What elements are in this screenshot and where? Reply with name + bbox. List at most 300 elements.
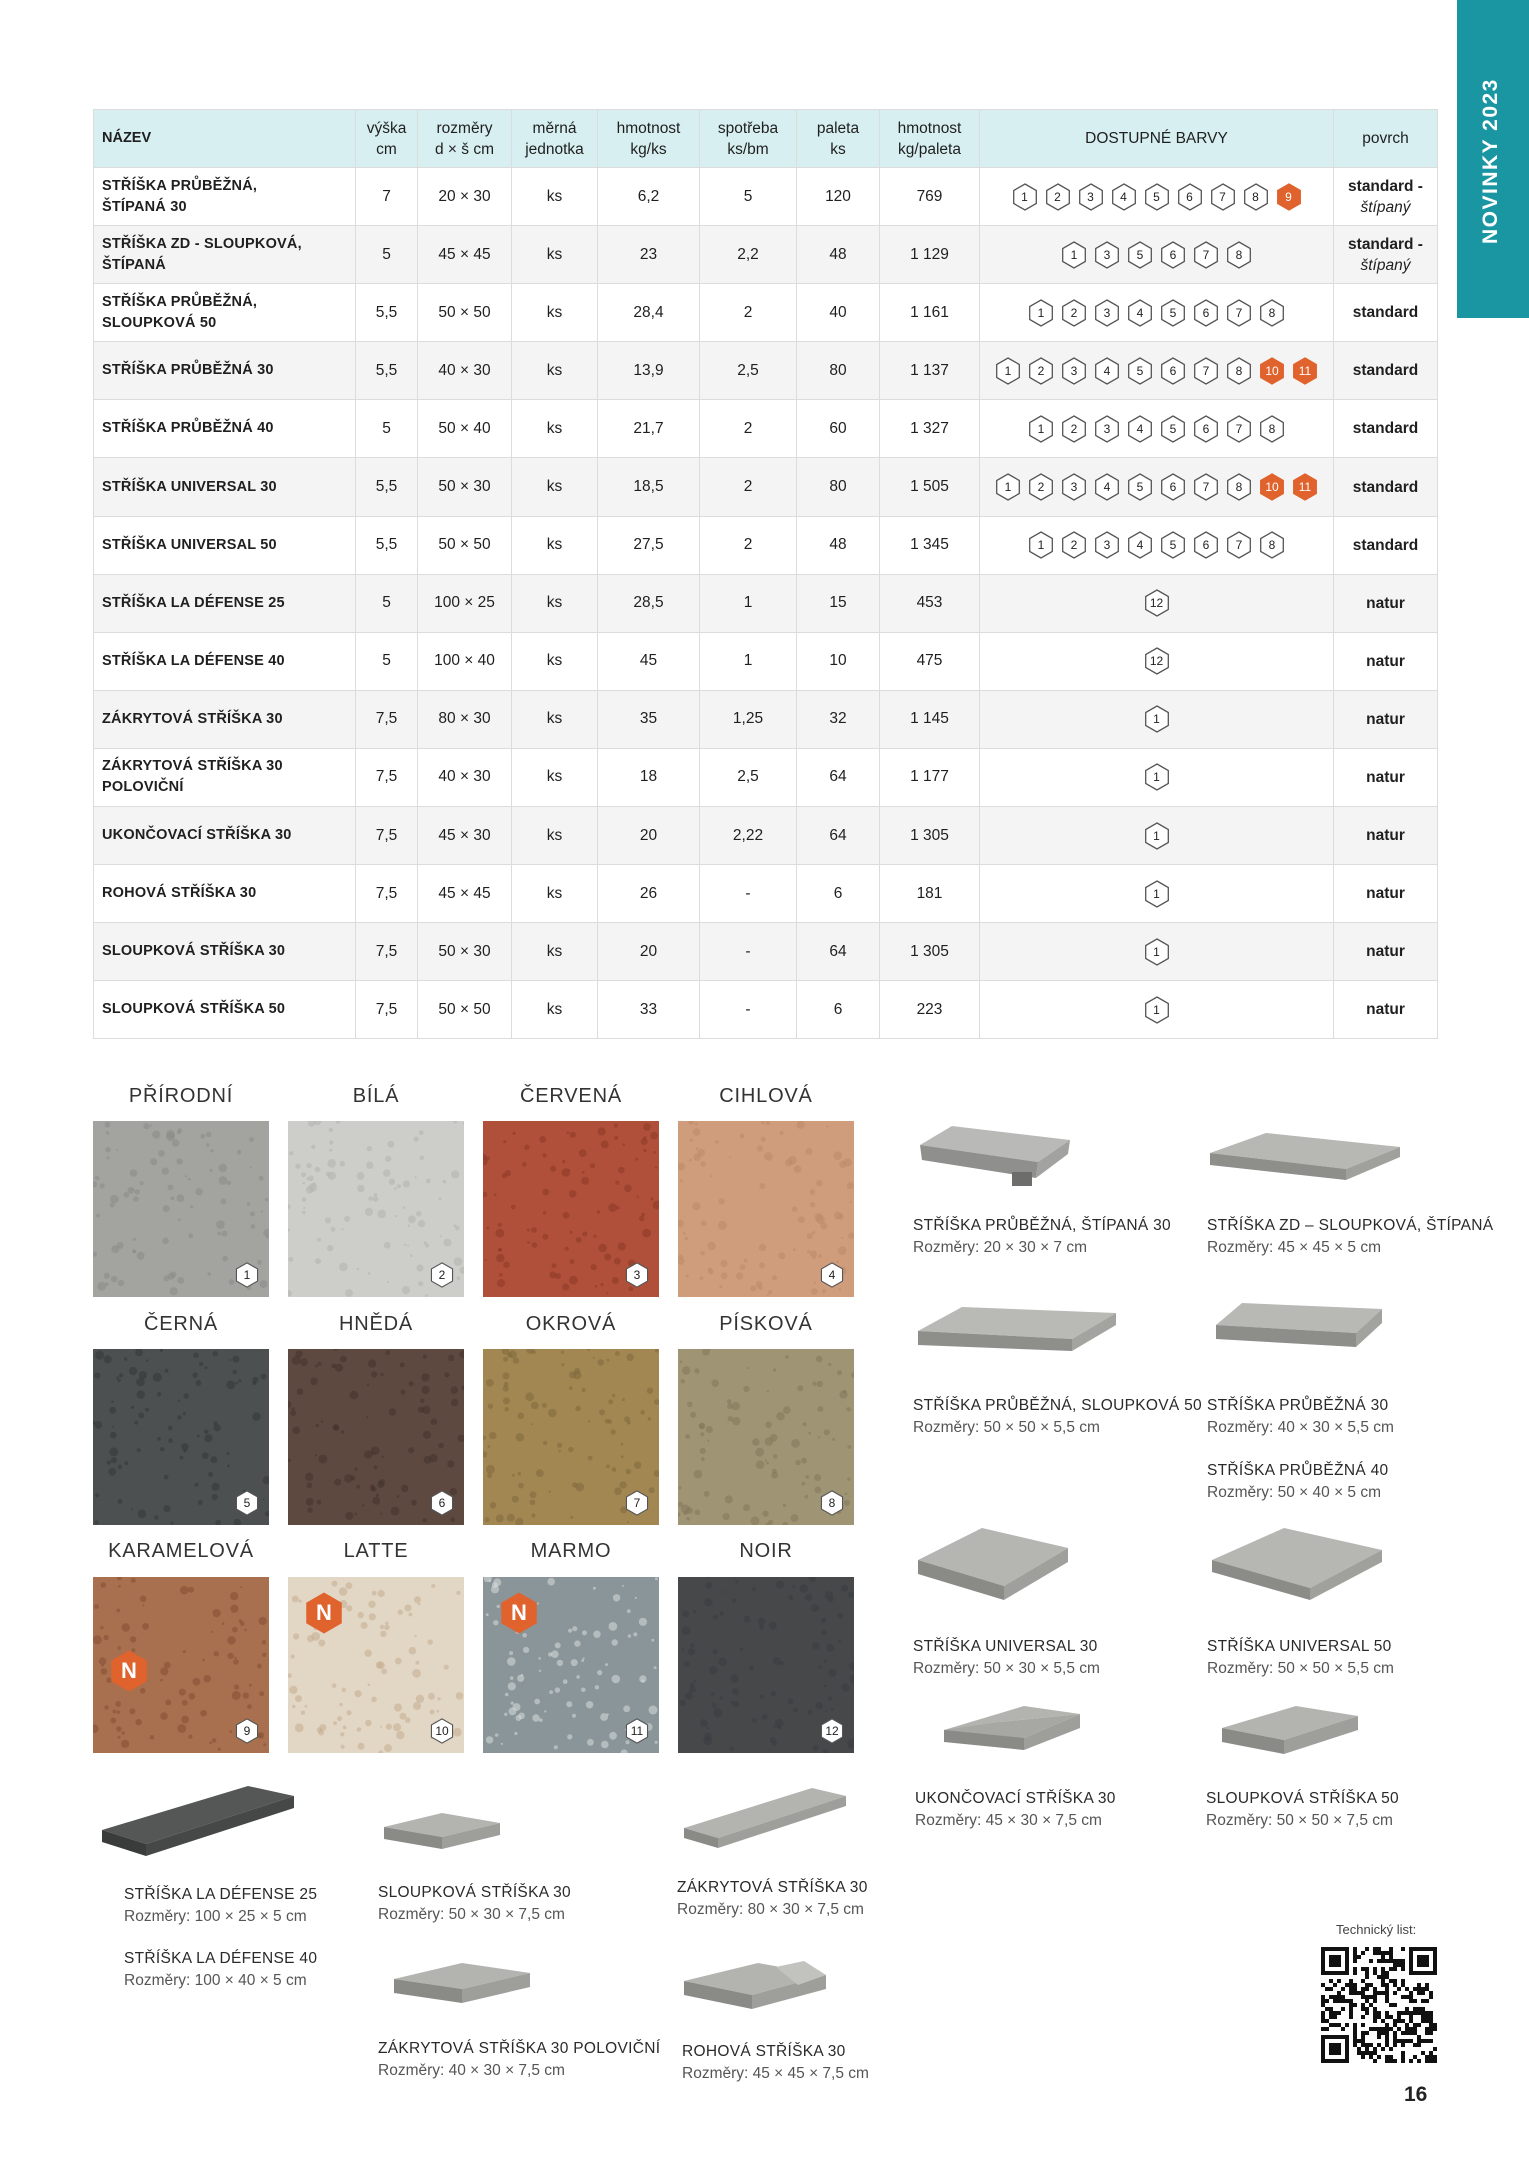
row-colors — [980, 400, 1334, 458]
row-surface: standard — [1334, 516, 1438, 574]
color-code-badge: 3 — [1092, 240, 1122, 270]
new-badge: N — [107, 1649, 151, 1693]
row-weight: 13,9 — [598, 342, 700, 400]
row-colors — [980, 865, 1334, 923]
row-weight: 20 — [598, 923, 700, 981]
color-code-badge: 8 — [1257, 298, 1287, 328]
color-code-badge: 3 — [1059, 356, 1089, 386]
row-colors — [980, 226, 1334, 284]
color-code-badge: 5 — [1125, 472, 1155, 502]
color-code-badge: 7 — [1191, 472, 1221, 502]
technical-sheet-label: Technický list: — [1336, 1922, 1417, 1937]
row-weight: 23 — [598, 226, 700, 284]
row-dims: 50 × 40 — [418, 400, 512, 458]
color-code-badge: 7 — [1208, 182, 1238, 212]
row-name: STŘÍŠKA ZD - SLOUPKOVÁ, ŠTÍPANÁ — [94, 226, 356, 284]
color-code-badge: 1 — [1026, 298, 1056, 328]
row-colors — [980, 168, 1334, 226]
row-surface: standard - štípaný — [1334, 226, 1438, 284]
row-pallet-weight: 769 — [880, 168, 980, 226]
color-code-badge: 1 — [1026, 530, 1056, 560]
row-surface: standard — [1334, 458, 1438, 516]
row-height: 5,5 — [356, 458, 418, 516]
color-code-badge: 3 — [1076, 182, 1106, 212]
row-unit: ks — [512, 807, 598, 865]
row-name: STŘÍŠKA LA DÉFENSE 25 — [94, 574, 356, 632]
qr-code-icon[interactable] — [1321, 1947, 1437, 2063]
row-pallet-weight: 453 — [880, 574, 980, 632]
row-weight: 18,5 — [598, 458, 700, 516]
color-code-badge: 1 — [993, 356, 1023, 386]
row-height: 5 — [356, 632, 418, 690]
row-height: 7,5 — [356, 981, 418, 1039]
product-image-rohova-30 — [680, 1955, 830, 2015]
color-code-badge: 12 — [1142, 588, 1172, 618]
row-pallet: 10 — [797, 632, 880, 690]
header-height: výška cm — [356, 110, 418, 168]
color-code-badge: 4 — [1092, 472, 1122, 502]
color-swatch — [483, 1349, 659, 1525]
row-pallet: 48 — [797, 516, 880, 574]
color-code-badge: 5 — [1125, 240, 1155, 270]
row-name: ZÁKRYTOVÁ STŘÍŠKA 30 POLOVIČNÍ — [94, 748, 356, 806]
color-code-badge: 12 — [1142, 646, 1172, 676]
row-colors — [980, 748, 1334, 806]
row-unit: ks — [512, 574, 598, 632]
row-dims: 50 × 50 — [418, 284, 512, 342]
swatch-title: PŘÍRODNÍ — [128, 1085, 234, 1107]
row-pallet: 32 — [797, 690, 880, 748]
row-pallet-weight: 223 — [880, 981, 980, 1039]
swatch-title: MARMO — [530, 1540, 612, 1562]
table-row — [94, 458, 1438, 516]
swatch-number-badge: 7 — [623, 1489, 651, 1517]
row-weight: 33 — [598, 981, 700, 1039]
row-consumption: - — [700, 923, 797, 981]
color-code-badge: 1 — [1142, 704, 1172, 734]
product-label: SLOUPKOVÁ STŘÍŠKA 30 Rozměry: 50 × 30 × 7,5 cm — [378, 1884, 571, 1923]
row-unit: ks — [512, 981, 598, 1039]
color-code-badge: 7 — [1191, 356, 1221, 386]
product-image-sloupkova-50 — [1218, 1700, 1363, 1760]
row-height: 7,5 — [356, 690, 418, 748]
row-pallet-weight: 1 145 — [880, 690, 980, 748]
row-pallet-weight: 181 — [880, 865, 980, 923]
color-code-badge: 8 — [1224, 472, 1254, 502]
row-pallet: 80 — [797, 342, 880, 400]
row-dims: 80 × 30 — [418, 690, 512, 748]
row-name: STŘÍŠKA UNIVERSAL 50 — [94, 516, 356, 574]
color-code-badge: 5 — [1158, 530, 1188, 560]
row-name: ROHOVÁ STŘÍŠKA 30 — [94, 865, 356, 923]
row-consumption: - — [700, 865, 797, 923]
product-image-sloupkova-30 — [380, 1805, 505, 1855]
color-code-badge: 1 — [1142, 937, 1172, 967]
row-consumption: 2,5 — [700, 342, 797, 400]
row-colors — [980, 923, 1334, 981]
color-swatch — [93, 1121, 269, 1297]
row-pallet: 48 — [797, 226, 880, 284]
swatch-number-badge: 10 — [428, 1717, 456, 1745]
color-code-badge: 8 — [1257, 530, 1287, 560]
table-row — [94, 748, 1438, 806]
row-height: 5,5 — [356, 284, 418, 342]
table-row — [94, 168, 1438, 226]
color-code-badge: 2 — [1059, 298, 1089, 328]
row-consumption: 2,5 — [700, 748, 797, 806]
row-surface: natur — [1334, 923, 1438, 981]
product-label: STŘÍŠKA PRŮBĚŽNÁ 30 Rozměry: 40 × 30 × 5,5 cm — [1207, 1397, 1394, 1436]
product-image-universal-50 — [1206, 1520, 1386, 1620]
color-code-badge: 4 — [1125, 530, 1155, 560]
swatch-number-badge: 11 — [623, 1717, 651, 1745]
table-row — [94, 226, 1438, 284]
color-code-badge: 5 — [1125, 356, 1155, 386]
row-unit: ks — [512, 226, 598, 284]
swatch-number-badge: 1 — [233, 1261, 261, 1289]
swatch-number-badge: 5 — [233, 1489, 261, 1517]
row-pallet: 64 — [797, 807, 880, 865]
color-code-badge: 8 — [1257, 414, 1287, 444]
row-consumption: 1,25 — [700, 690, 797, 748]
row-weight: 28,4 — [598, 284, 700, 342]
color-swatch — [483, 1121, 659, 1297]
page-number: 16 — [1404, 2083, 1428, 2106]
row-consumption: 2 — [700, 400, 797, 458]
color-code-badge: 11 — [1290, 472, 1320, 502]
row-consumption: 1 — [700, 632, 797, 690]
product-label: STŘÍŠKA UNIVERSAL 30 Rozměry: 50 × 30 × 5,5 cm — [913, 1638, 1100, 1677]
product-image-zd-sloupkova — [1204, 1125, 1404, 1185]
row-weight: 28,5 — [598, 574, 700, 632]
row-surface: natur — [1334, 865, 1438, 923]
color-code-badge: 4 — [1109, 182, 1139, 212]
product-image-universal-30 — [912, 1520, 1072, 1620]
color-code-badge: 5 — [1142, 182, 1172, 212]
row-pallet-weight: 1 177 — [880, 748, 980, 806]
header-surface: povrch — [1334, 110, 1438, 168]
row-weight: 6,2 — [598, 168, 700, 226]
product-image-pruzna-sloupkova-50 — [912, 1295, 1122, 1370]
row-unit: ks — [512, 748, 598, 806]
row-unit: ks — [512, 284, 598, 342]
color-code-badge: 1 — [1010, 182, 1040, 212]
row-unit: ks — [512, 458, 598, 516]
table-row — [94, 690, 1438, 748]
color-code-badge: 8 — [1241, 182, 1271, 212]
color-code-badge: 6 — [1191, 530, 1221, 560]
section-tab-label: NOVINKY 2023 — [1479, 78, 1502, 244]
row-height: 5 — [356, 574, 418, 632]
product-label: ZÁKRYTOVÁ STŘÍŠKA 30 POLOVIČNÍ Rozměry: 40 × 30 × 7,5 cm — [378, 2040, 661, 2079]
product-label: STŘÍŠKA LA DÉFENSE 40 Rozměry: 100 × 40 × 5 cm — [124, 1950, 318, 1989]
color-code-badge: 1 — [1142, 879, 1172, 909]
row-surface: standard — [1334, 284, 1438, 342]
color-code-badge: 2 — [1059, 414, 1089, 444]
row-dims: 50 × 50 — [418, 981, 512, 1039]
row-unit: ks — [512, 690, 598, 748]
row-pallet-weight: 1 327 — [880, 400, 980, 458]
row-consumption: - — [700, 981, 797, 1039]
table-row — [94, 284, 1438, 342]
row-pallet: 60 — [797, 400, 880, 458]
row-weight: 45 — [598, 632, 700, 690]
row-weight: 21,7 — [598, 400, 700, 458]
row-name: ZÁKRYTOVÁ STŘÍŠKA 30 — [94, 690, 356, 748]
row-pallet-weight: 1 505 — [880, 458, 980, 516]
row-unit: ks — [512, 342, 598, 400]
table-row — [94, 807, 1438, 865]
color-swatch — [93, 1577, 269, 1753]
row-weight: 20 — [598, 807, 700, 865]
product-label: STŘÍŠKA PRŮBĚŽNÁ, SLOUPKOVÁ 50 Rozměry: 50 × 50 × 5,5 cm — [913, 1397, 1202, 1436]
row-colors — [980, 458, 1334, 516]
color-code-badge: 6 — [1191, 414, 1221, 444]
row-surface: natur — [1334, 632, 1438, 690]
row-consumption: 2 — [700, 284, 797, 342]
swatch-number-badge: 9 — [233, 1717, 261, 1745]
row-weight: 27,5 — [598, 516, 700, 574]
row-height: 5,5 — [356, 342, 418, 400]
row-colors — [980, 632, 1334, 690]
swatch-title: NOIR — [739, 1540, 793, 1562]
row-surface: standard - štípaný — [1334, 168, 1438, 226]
row-pallet: 40 — [797, 284, 880, 342]
product-image-pruzna-30 — [1208, 1295, 1388, 1363]
row-colors — [980, 516, 1334, 574]
color-code-badge: 4 — [1125, 414, 1155, 444]
swatch-title: ČERVENÁ — [520, 1085, 622, 1107]
row-unit: ks — [512, 400, 598, 458]
row-consumption: 2 — [700, 458, 797, 516]
row-dims: 45 × 45 — [418, 865, 512, 923]
row-unit: ks — [512, 516, 598, 574]
header-colors: DOSTUPNÉ BARVY — [980, 110, 1334, 168]
row-name: STŘÍŠKA PRŮBĚŽNÁ, SLOUPKOVÁ 50 — [94, 284, 356, 342]
row-name: STŘÍŠKA PRŮBĚŽNÁ 40 — [94, 400, 356, 458]
color-code-badge: 2 — [1059, 530, 1089, 560]
header-unit: měrná jednotka — [512, 110, 598, 168]
row-height: 5 — [356, 226, 418, 284]
color-code-badge: 11 — [1290, 356, 1320, 386]
row-pallet: 6 — [797, 865, 880, 923]
header-pallet: paleta ks — [797, 110, 880, 168]
row-consumption: 1 — [700, 574, 797, 632]
color-swatch — [288, 1577, 464, 1753]
row-pallet-weight: 1 305 — [880, 807, 980, 865]
header-weight: hmotnost kg/ks — [598, 110, 700, 168]
product-image-ukoncovaci-30 — [940, 1700, 1085, 1760]
row-dims: 50 × 30 — [418, 923, 512, 981]
color-code-badge: 5 — [1158, 414, 1188, 444]
row-name: STŘÍŠKA PRŮBĚŽNÁ, ŠTÍPANÁ 30 — [94, 168, 356, 226]
color-code-badge: 2 — [1026, 356, 1056, 386]
color-code-badge: 1 — [1142, 821, 1172, 851]
color-code-badge: 1 — [1026, 414, 1056, 444]
row-dims: 40 × 30 — [418, 748, 512, 806]
row-pallet: 64 — [797, 748, 880, 806]
row-pallet: 120 — [797, 168, 880, 226]
row-pallet: 15 — [797, 574, 880, 632]
row-pallet-weight: 1 161 — [880, 284, 980, 342]
color-code-badge: 7 — [1224, 414, 1254, 444]
product-label: UKONČOVACÍ STŘÍŠKA 30 Rozměry: 45 × 30 × 7,5 cm — [915, 1790, 1116, 1829]
row-pallet-weight: 1 305 — [880, 923, 980, 981]
row-height: 5 — [356, 400, 418, 458]
row-pallet-weight: 1 129 — [880, 226, 980, 284]
row-name: UKONČOVACÍ STŘÍŠKA 30 — [94, 807, 356, 865]
row-height: 7,5 — [356, 807, 418, 865]
row-pallet: 80 — [797, 458, 880, 516]
row-name: SLOUPKOVÁ STŘÍŠKA 50 — [94, 981, 356, 1039]
row-colors — [980, 690, 1334, 748]
color-swatch — [288, 1349, 464, 1525]
color-swatch — [678, 1577, 854, 1753]
row-dims: 45 × 30 — [418, 807, 512, 865]
swatch-number-badge: 6 — [428, 1489, 456, 1517]
row-name: STŘÍŠKA LA DÉFENSE 40 — [94, 632, 356, 690]
row-colors — [980, 981, 1334, 1039]
row-dims: 100 × 25 — [418, 574, 512, 632]
color-code-badge: 3 — [1092, 530, 1122, 560]
color-code-badge: 1 — [1142, 995, 1172, 1025]
table-row — [94, 342, 1438, 400]
color-code-badge: 10 — [1257, 356, 1287, 386]
color-code-badge: 7 — [1191, 240, 1221, 270]
color-code-badge: 8 — [1224, 240, 1254, 270]
color-code-badge: 6 — [1191, 298, 1221, 328]
row-dims: 50 × 50 — [418, 516, 512, 574]
row-pallet: 64 — [797, 923, 880, 981]
row-pallet-weight: 1 137 — [880, 342, 980, 400]
row-surface: natur — [1334, 690, 1438, 748]
row-unit: ks — [512, 168, 598, 226]
color-code-badge: 6 — [1158, 472, 1188, 502]
color-code-badge: 5 — [1158, 298, 1188, 328]
row-consumption: 5 — [700, 168, 797, 226]
swatch-title: HNĚDÁ — [338, 1313, 413, 1335]
swatch-title: LATTE — [343, 1540, 409, 1562]
product-label: STŘÍŠKA PRŮBĚŽNÁ 40 Rozměry: 50 × 40 × 5 cm — [1207, 1462, 1389, 1501]
row-name: SLOUPKOVÁ STŘÍŠKA 30 — [94, 923, 356, 981]
swatch-number-badge: 2 — [428, 1261, 456, 1289]
table-row — [94, 632, 1438, 690]
row-name: STŘÍŠKA PRŮBĚŽNÁ 30 — [94, 342, 356, 400]
color-code-badge: 8 — [1224, 356, 1254, 386]
header-dims: rozměry d × š cm — [418, 110, 512, 168]
product-image-zakrytova-30 — [680, 1782, 850, 1852]
row-dims: 45 × 45 — [418, 226, 512, 284]
product-label: STŘÍŠKA UNIVERSAL 50 Rozměry: 50 × 50 × 5,5 cm — [1207, 1638, 1394, 1677]
table-header-row — [94, 110, 1438, 168]
table-row — [94, 400, 1438, 458]
row-consumption: 2,22 — [700, 807, 797, 865]
swatch-number-badge: 12 — [818, 1717, 846, 1745]
row-surface: standard — [1334, 400, 1438, 458]
product-image-la-defense-25 — [98, 1782, 298, 1862]
color-swatch — [483, 1577, 659, 1753]
row-colors — [980, 807, 1334, 865]
row-height: 7 — [356, 168, 418, 226]
table-row — [94, 516, 1438, 574]
color-code-badge: 4 — [1125, 298, 1155, 328]
row-dims: 50 × 30 — [418, 458, 512, 516]
color-code-badge: 4 — [1092, 356, 1122, 386]
color-code-badge: 1 — [993, 472, 1023, 502]
product-image-pruzna-stipana-30 — [912, 1120, 1072, 1195]
section-tab — [1457, 0, 1529, 318]
row-height: 7,5 — [356, 923, 418, 981]
color-swatch — [678, 1121, 854, 1297]
row-colors — [980, 342, 1334, 400]
header-name: NÁZEV — [94, 110, 356, 168]
color-swatch — [678, 1349, 854, 1525]
new-badge: N — [497, 1591, 541, 1635]
row-surface: standard — [1334, 342, 1438, 400]
row-dims: 40 × 30 — [418, 342, 512, 400]
row-unit: ks — [512, 865, 598, 923]
product-label: STŘÍŠKA ZD – SLOUPKOVÁ, ŠTÍPANÁ Rozměry: 45 × 45 × 5 cm — [1207, 1217, 1494, 1256]
row-surface: natur — [1334, 574, 1438, 632]
row-height: 7,5 — [356, 865, 418, 923]
product-label: ROHOVÁ STŘÍŠKA 30 Rozměry: 45 × 45 × 7,5 cm — [682, 2043, 869, 2082]
row-consumption: 2,2 — [700, 226, 797, 284]
color-code-badge: 2 — [1026, 472, 1056, 502]
row-unit: ks — [512, 923, 598, 981]
swatch-number-badge: 4 — [818, 1261, 846, 1289]
product-image-zakrytova-30-polovicni — [390, 1955, 535, 2010]
swatch-number-badge: 3 — [623, 1261, 651, 1289]
color-code-badge: 7 — [1224, 298, 1254, 328]
product-label: STŘÍŠKA PRŮBĚŽNÁ, ŠTÍPANÁ 30 Rozměry: 20 × 30 × 7 cm — [913, 1217, 1171, 1256]
color-code-badge: 3 — [1092, 298, 1122, 328]
row-weight: 35 — [598, 690, 700, 748]
swatch-title: OKROVÁ — [525, 1313, 617, 1335]
color-code-badge: 9 — [1274, 182, 1304, 212]
row-weight: 18 — [598, 748, 700, 806]
product-spec-table — [93, 109, 1438, 1039]
color-swatch — [288, 1121, 464, 1297]
row-surface: natur — [1334, 981, 1438, 1039]
color-code-badge: 3 — [1092, 414, 1122, 444]
color-code-badge: 3 — [1059, 472, 1089, 502]
row-colors — [980, 284, 1334, 342]
new-badge: N — [302, 1591, 346, 1635]
product-label: ZÁKRYTOVÁ STŘÍŠKA 30 Rozměry: 80 × 30 × 7,5 cm — [677, 1879, 868, 1918]
color-swatch — [93, 1349, 269, 1525]
swatch-title: CIHLOVÁ — [719, 1085, 813, 1107]
row-dims: 20 × 30 — [418, 168, 512, 226]
row-height: 5,5 — [356, 516, 418, 574]
header-pallet-weight: hmotnost kg/paleta — [880, 110, 980, 168]
row-colors — [980, 574, 1334, 632]
color-code-badge: 7 — [1224, 530, 1254, 560]
color-code-badge: 6 — [1175, 182, 1205, 212]
table-row — [94, 865, 1438, 923]
table-row — [94, 981, 1438, 1039]
row-pallet-weight: 1 345 — [880, 516, 980, 574]
row-height: 7,5 — [356, 748, 418, 806]
table-row — [94, 574, 1438, 632]
row-weight: 26 — [598, 865, 700, 923]
row-pallet-weight: 475 — [880, 632, 980, 690]
product-label: STŘÍŠKA LA DÉFENSE 25 Rozměry: 100 × 25 × 5 cm — [124, 1886, 318, 1925]
color-code-badge: 10 — [1257, 472, 1287, 502]
color-code-badge: 6 — [1158, 240, 1188, 270]
product-label: SLOUPKOVÁ STŘÍŠKA 50 Rozměry: 50 × 50 × 7,5 cm — [1206, 1790, 1399, 1829]
row-surface: natur — [1334, 748, 1438, 806]
swatch-title: KARAMELOVÁ — [108, 1540, 254, 1562]
